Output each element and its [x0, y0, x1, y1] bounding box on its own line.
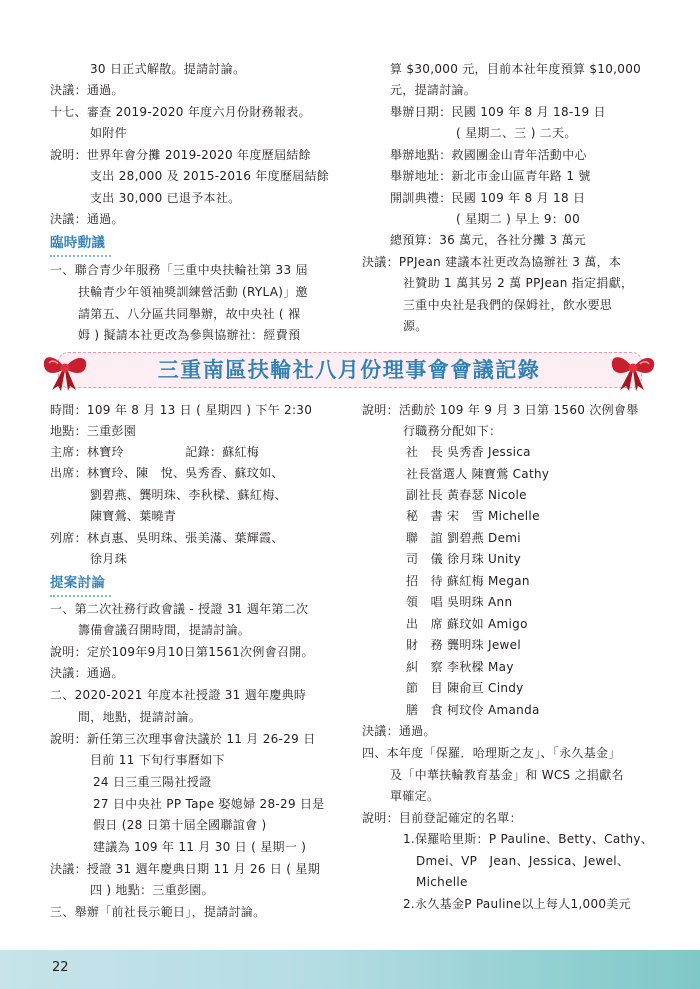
- text-line: 支出 28,000 及 2015-2016 年度歷屆結餘: [90, 169, 330, 183]
- section-banner: [46, 350, 652, 390]
- text-line: 地點：三重彭園: [50, 424, 137, 438]
- text-line: 社贊助 1 萬其另 2 萬 PPJean 指定捐獻，: [403, 276, 634, 290]
- text-line: 單確定。: [390, 789, 440, 803]
- text-line: 決議：通過。: [50, 212, 124, 226]
- text-line: 副社長 黃春瑟 Nicole: [406, 488, 527, 502]
- text-line: 十七、審查 2019-2020 年度六月份財務報表。: [50, 105, 311, 119]
- text-line: 總預算：36 萬元，各社分攤 3 萬元: [390, 233, 587, 247]
- text-line: 行職務分配如下：: [403, 424, 502, 438]
- text-line: 間，地點，提請討論。: [78, 710, 202, 724]
- text-line: 開訓典禮：民國 109 年 8 月 18 日: [390, 191, 586, 205]
- text-line: 列席：林貞惠、吳明珠、張美滿、葉輝霞、: [50, 531, 284, 545]
- text-line: 元，提請討論。: [390, 83, 477, 97]
- page-footer: [0, 950, 700, 989]
- text-line: ( 星期二、三 ) 二天。: [456, 126, 577, 140]
- text-line: 決議：授證 31 週年慶典日期 11 月 26 日 ( 星期: [50, 862, 321, 876]
- text-line: 司 儀 徐月珠 Unity: [406, 552, 522, 566]
- text-line: 30 日正式解散。提請討論。: [90, 62, 246, 76]
- section-heading: 提案討論: [50, 575, 106, 591]
- text-line: 劉碧燕、龔明珠、李秋樑、蘇紅梅、: [90, 488, 287, 502]
- text-line: 一、聯合青少年服務「三重中央扶輪社第 33 屆: [50, 263, 308, 277]
- text-line: 說明：世界年會分攤 2019-2020 年度歷屆結餘: [50, 148, 311, 162]
- text-line: 27 日中央社 PP Tape 娶媳婦 28-29 日是: [93, 797, 325, 811]
- text-line: 決議：通過。: [50, 83, 124, 97]
- text-line: 算 $30,000 元，目前本社年度預算 $10,000: [390, 62, 642, 76]
- text-line: 請第五、八分區共同舉辦，故中央社 ( 褓: [78, 307, 301, 321]
- text-line: 1.保羅哈里斯：P Pauline、Betty、Cathy、: [403, 832, 654, 846]
- text-line: ( 星期二 ) 早上 9：00: [456, 212, 581, 226]
- text-line: 二、2020-2021 年度本社授證 31 週年慶典時: [50, 688, 307, 702]
- text-line: 社長當選人 陳寶鶯 Cathy: [406, 467, 550, 481]
- text-line: 出 席 蘇玟如 Amigo: [406, 617, 528, 631]
- text-line: 陳寶鶯、葉曉青: [90, 509, 177, 523]
- text-line: 姆 ) 擬請本社更改為參與協辦社：經費預: [78, 328, 301, 342]
- meeting-record-title: 三重南區扶輪社八月份理事會會議記錄: [157, 358, 541, 382]
- text-line: 四 ) 地點：三重彭園。: [90, 883, 214, 897]
- text-line: 三、舉辦「前社長示範日」，提請討論。: [50, 905, 266, 919]
- text-line: 說明：目前登記確定的名單：: [362, 811, 522, 825]
- text-line: 源。: [403, 319, 428, 333]
- text-line: 2.永久基金P Pauline以上每人1,000美元: [403, 897, 631, 911]
- page-number: 22: [52, 960, 69, 975]
- text-line: 徐月珠: [90, 552, 127, 566]
- text-line: 及「中華扶輪教育基金」和 WCS 之捐獻名: [390, 768, 624, 782]
- text-line: 三重中央社是我們的保姆社，飲水要思: [403, 298, 613, 312]
- text-line: 目前 11 下旬行事曆如下: [90, 753, 225, 767]
- text-line: 節 目 陳俞亘 Cindy: [406, 681, 524, 695]
- text-line: 時間：109 年 8 月 13 日 ( 星期四 ) 下午 2:30: [50, 403, 313, 417]
- text-line: 支出 30,000 已退予本社。: [90, 191, 241, 205]
- text-line: 四、本年度「保羅．哈理斯之友」、「永久基金」: [362, 746, 621, 760]
- text-line: Dmei、VP Jean、Jessica、Jewel、: [416, 854, 630, 868]
- text-line: 出席：林寶玲、陳 悅、吳秀香、蘇玟如、: [50, 466, 284, 480]
- text-line: 籌備會議召開時間，提請討論。: [78, 623, 251, 637]
- text-line: 建議為 109 年 11 月 30 日 ( 星期一 ): [93, 840, 307, 854]
- text-line: 舉辦日期：民國 109 年 8 月 18-19 日: [390, 105, 606, 119]
- text-line: 財 務 龔明珠 Jewel: [406, 638, 521, 652]
- text-line: 主席：林寶玲 記錄：蘇紅梅: [50, 445, 260, 459]
- section-heading: 臨時動議: [50, 235, 106, 251]
- text-line: Michelle: [416, 875, 468, 889]
- text-line: 24 日三重三陽社授證: [93, 775, 212, 789]
- text-line: 秘 書 宋 雪 Michelle: [406, 509, 540, 523]
- text-line: 決議：通過。: [50, 666, 124, 680]
- text-line: 膳 食 柯玟伶 Amanda: [406, 703, 540, 717]
- text-line: 說明：定於109年9月10日第1561次例會召開。: [50, 645, 314, 659]
- text-line: 扶輪青少年領袖獎訓練營活動 (RYLA)」邀: [78, 285, 308, 299]
- text-line: 假日 (28 日第十屆全國聯誼會 ): [93, 818, 267, 832]
- text-line: 招 待 蘇紅梅 Megan: [406, 574, 530, 588]
- text-line: 舉辦地址：新北市金山區青年路 1 號: [390, 169, 591, 183]
- text-line: 聯 誼 劉碧燕 Demi: [406, 531, 521, 545]
- text-line: 糾 察 李秋樑 May: [406, 660, 514, 674]
- text-line: 如附件: [90, 126, 127, 140]
- text-line: 說明：活動於 109 年 9 月 3 日第 1560 次例會舉: [362, 403, 639, 417]
- text-line: 社 長 吳秀香 Jessica: [406, 445, 531, 459]
- text-line: 舉辦地點：救國團金山青年活動中心: [390, 148, 587, 162]
- text-line: 一、第二次社務行政會議 - 授證 31 週年第二次: [50, 602, 309, 616]
- text-line: 說明：新任第三次理事會決議於 11 月 26-29 日: [50, 732, 316, 746]
- text-line: 決議：PPJean 建議本社更改為協辦社 3 萬，本: [362, 255, 622, 269]
- text-line: 決議：通過。: [362, 724, 436, 738]
- text-line: 領 唱 吳明珠 Ann: [406, 595, 513, 609]
